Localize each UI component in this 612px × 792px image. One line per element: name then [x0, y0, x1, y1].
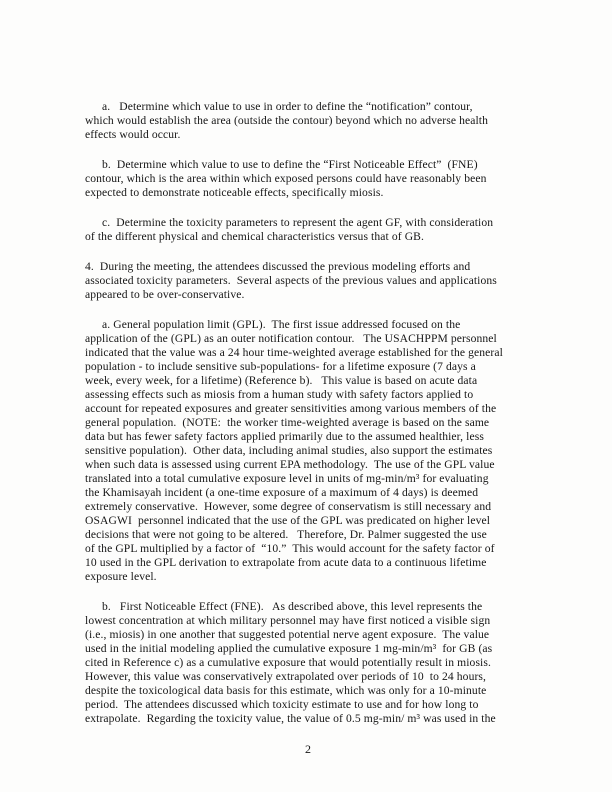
text-line: period. The attendees discussed which toxicity estimate to use and for how long to: [85, 698, 479, 711]
text-line: week, every week, for a lifetime) (Reference b). This value is based on acute data: [85, 374, 478, 387]
text-line: data but has fewer safety factors applied primarily due to the assumed healthier, less: [85, 430, 484, 443]
text-line: which would establish the area (outside the contour) beyond which no adverse health: [85, 114, 489, 127]
text-line: (i.e., miosis) in one another that suggested potential nerve agent exposure. The value: [85, 628, 490, 641]
document-body: [85, 100, 531, 756]
text-line: expected to demonstrate noticeable effects, specifically miosis.: [85, 186, 384, 199]
text-line: lowest concentration at which military personnel may have first noticed a visible sign: [85, 614, 491, 627]
text-line: account for repeated exposures and greater sensitivities among various members of the: [85, 402, 497, 415]
text-line: decisions that were not going to be altered. Therefore, Dr. Palmer suggested the use: [85, 528, 487, 541]
text-line: of the different physical and chemical characteristics versus that of GB.: [85, 230, 424, 243]
paragraph-item-4b: [85, 600, 531, 726]
text-line: population - to include sensitive sub-populations- for a lifetime exposure (7 days a: [85, 360, 476, 373]
text-line: sensitive population). Other data, including animal studies, also support the estimates: [85, 444, 493, 457]
paragraph-item-a: [85, 100, 531, 142]
text-line: a. General population limit (GPL). The first issue addressed focused on the: [102, 318, 461, 331]
text-line: c. Determine the toxicity parameters to represent the agent GF, with consideration: [102, 216, 494, 229]
text-line: application of the (GPL) as an outer notification contour. The USACHPPM personnel: [85, 332, 497, 345]
page-number: 2: [305, 742, 311, 756]
paragraph-item-4a: [85, 318, 531, 584]
text-line: associated toxicity parameters. Several aspects of the previous values and applications: [85, 274, 497, 287]
text-line: appeared to be over-conservative.: [85, 288, 245, 301]
text-line: However, this value was conservatively extrapolated over periods of 10 to 24 hours,: [85, 670, 487, 683]
text-line: despite the toxicological data basis for this estimate, which was only for a 10-minute: [85, 684, 487, 697]
paragraph-item-c: [85, 216, 531, 244]
text-line: translated into a total cumulative exposure level in units of mg-min/m³ for evaluating: [85, 472, 489, 485]
text-line: when such data is assessed using current EPA methodology. The use of the GPL value: [85, 458, 495, 471]
text-line: exposure level.: [85, 570, 157, 583]
text-line: extremely conservative. However, some degree of conservatism is still necessary and: [85, 500, 492, 513]
text-line: b. Determine which value to use to define the “First Noticeable Effect” (FNE): [102, 158, 478, 171]
text-line: indicated that the value was a 24 hour time-weighted average established for the general: [85, 346, 503, 359]
text-line: used in the initial modeling applied the cumulative exposure 1 mg-min/m³ for GB (as: [85, 642, 493, 655]
text-line: b. First Noticeable Effect (FNE). As described above, this level represents the: [102, 600, 483, 613]
text-line: cited in Reference c) as a cumulative exposure that would potentially result in miosis.: [85, 656, 491, 669]
text-line: extrapolate. Regarding the toxicity value, the value of 0.5 mg-min/ m³ was used in the: [85, 712, 496, 725]
paragraph-item-4: [85, 260, 531, 302]
text-line: 4. During the meeting, the attendees discussed the previous modeling efforts and: [85, 260, 471, 273]
text-line: general population. (NOTE: the worker time-weighted average is based on the same: [85, 416, 490, 429]
text-line: 10 used in the GPL derivation to extrapolate from acute data to a continuous lifetime: [85, 556, 487, 569]
text-line: contour, which is the area within which exposed persons could have reasonably been: [85, 172, 487, 185]
text-line: effects would occur.: [85, 128, 181, 141]
text-line: assessing effects such as miosis from a human study with safety factors applied to: [85, 388, 474, 401]
text-line: a. Determine which value to use in order to define the “notification” contour,: [102, 100, 473, 113]
text-line: of the GPL multiplied by a factor of “10.” This would account for the safety factor of: [85, 542, 495, 555]
paragraph-item-b: [85, 158, 531, 200]
text-line: OSAGWI personnel indicated that the use of the GPL was predicated on higher level: [85, 514, 491, 527]
text-line: the Khamisayah incident (a one-time exposure of a maximum of 4 days) is deemed: [85, 486, 479, 499]
